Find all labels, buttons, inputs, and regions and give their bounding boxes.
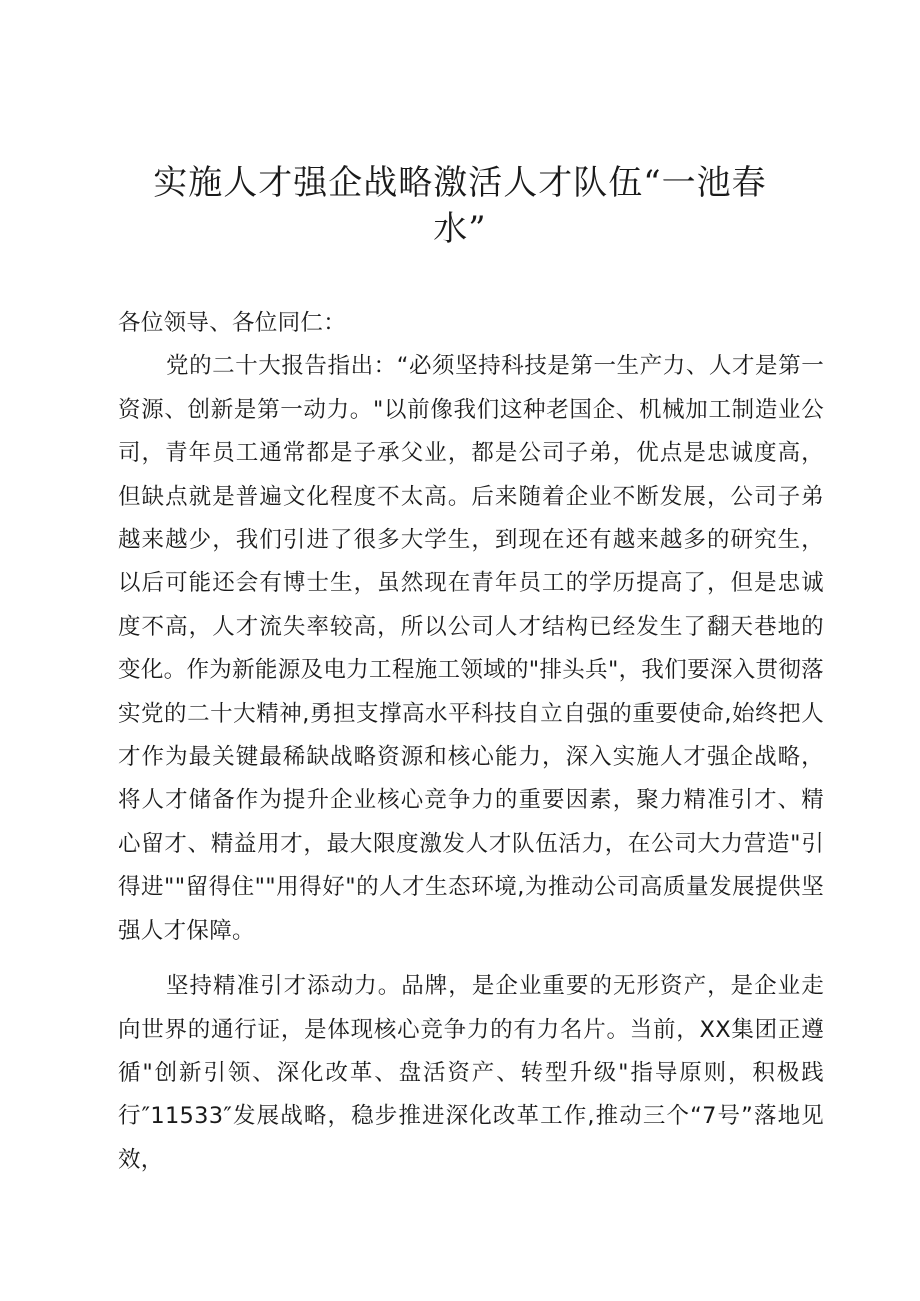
- document-title: [120, 160, 800, 252]
- document-body: [118, 302, 824, 1194]
- salutation: 各位领导、各位同仁：: [118, 310, 347, 336]
- paragraph-2: 坚持精准引才添动力。品牌，是企业重要的无形资产，是企业走向世界的通行证，是体现核心竞争力的有力名片。当前，XX集团正遵循"创新引领、深化改革、盘活资产、转型升级"指导原则，积极践行″11533″发展战略，稳步推进深化改革工作,推动三个“7号”落地见效，: [118, 973, 824, 1173]
- paragraph-1: 党的二十大报告指出：“必须坚持科技是第一生产力、人才是第一资源、创新是第一动力。"以前像我们这种老国企、机械加工制造业公司，青年员工通常都是子承父业，都是公司子弟，优点是忠诚度高，但缺点就是普遍文化程度不太高。后来随着企业不断发展，公司子弟越来越少，我们引进了很多大学生，到现在还有越来越多的研究生，以后可能还会有博士生，虽然现在青年员工的学历提高了，但是忠诚度不高，人才流失率较高，所以公司人才结构已经发生了翻天巷地的变化。作为新能源及电力工程施工领域的"排头兵"，我们要深入贯彻落实党的二十大精神,勇担支撑高水平科技自立自强的重要使命,始终把人才作为最关键最稀缺战略资源和核心能力，深入实施人才强企战略，将人才储备作为提升企业核心竞争力的重要因素，聚力精准引才、精心留才、精益用才，最大限度激发人才队伍活力，在公司大力营造"引得进""留得住""用得好"的人才生态环境,为推动公司高质量发展提供坚强人才保障。: [118, 353, 824, 944]
- title-line-1: 实施人才强企战略激活人才队伍“一池春: [153, 163, 767, 203]
- title-line-2: 水”: [433, 209, 487, 249]
